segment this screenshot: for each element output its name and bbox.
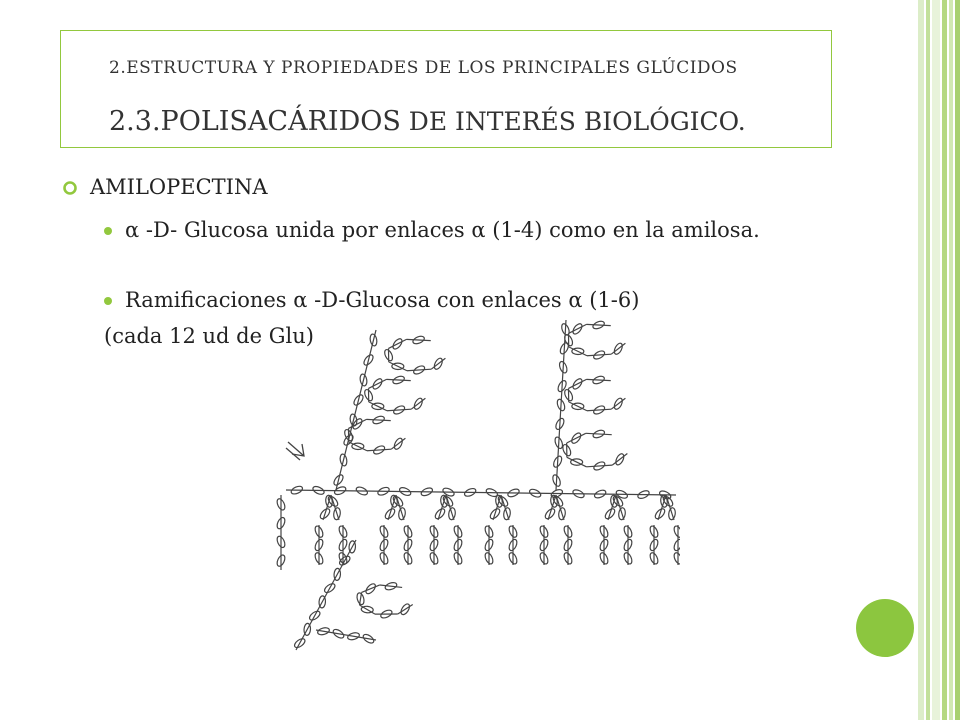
stripe [918, 0, 924, 720]
title-tail: DE INTERÉS BIOLÓGICO. [400, 107, 746, 136]
heading-amilopectina: AMILOPECTINA [90, 175, 268, 199]
arrow-icon [286, 442, 304, 460]
right-decorative-stripes [918, 0, 960, 720]
green-circle-decoration [856, 599, 914, 657]
bullet-text-1: α -D- Glucosa unida por enlaces α (1-4) como en la amilosa. [125, 218, 760, 242]
ring-bullet-icon [62, 180, 78, 196]
stripe [942, 0, 947, 720]
stripe [932, 0, 940, 720]
amylopectin-structure-diagram [276, 310, 680, 660]
note-text: (cada 12 ud de Glu) [104, 324, 314, 348]
stripe [955, 0, 960, 720]
title-box [60, 30, 832, 148]
dot-bullet-icon [104, 297, 112, 305]
title-line-2 [109, 105, 746, 139]
stripe [949, 0, 953, 720]
stripe [926, 0, 930, 720]
title-main: 2.3.POLISACÁRIDOS [109, 106, 401, 137]
bullet-text-2: Ramificaciones α -D-Glucosa con enlaces α (1-6) [125, 288, 640, 312]
title-line-1: 2.ESTRUCTURA Y PROPIEDADES DE LOS PRINCIPALES GLÚCIDOS [109, 58, 738, 78]
dot-bullet-icon [104, 227, 112, 235]
